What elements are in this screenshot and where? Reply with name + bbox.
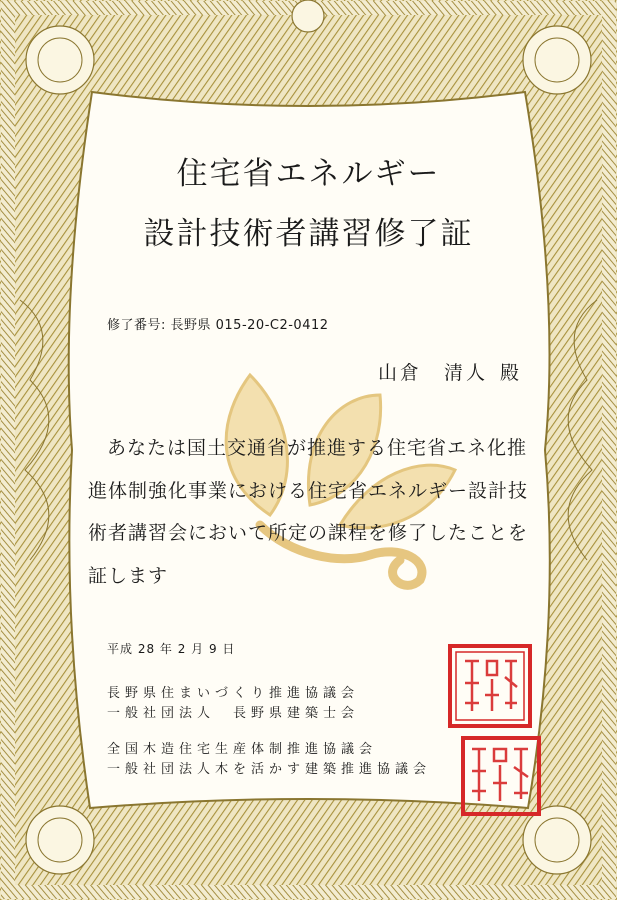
recipient	[366, 358, 522, 385]
certificate-body: あなたは国土交通省が推進する住宅省エネ化推進体制強化事業における住宅省エネルギー設計技術者講習会において所定の課程を修了したことを証します	[88, 437, 529, 587]
certificate-title-line2: 設計技術者講習修了証	[143, 216, 474, 252]
issuer-3: 全国木造住宅生産体制推進協議会	[107, 742, 378, 757]
honorific: 殿	[499, 362, 522, 384]
red-seal-stamp	[447, 643, 533, 729]
issuer-2: 一般社団法人 長野県建築士会	[107, 706, 360, 721]
red-seal-stamp	[460, 735, 542, 817]
recipient-name: 山倉 清人	[377, 362, 488, 384]
issue-date: 平成 28 年 2 月 9 日	[107, 642, 236, 656]
issuer-1: 長野県住まいづくり推進協議会	[107, 686, 360, 701]
issuer-4: 一般社団法人木を活かす建築推進協議会	[107, 762, 432, 777]
certificate-title-line1: 住宅省エネルギー	[176, 156, 441, 192]
certificate-number: 修了番号: 長野県 015-20-C2-0412	[107, 318, 329, 333]
